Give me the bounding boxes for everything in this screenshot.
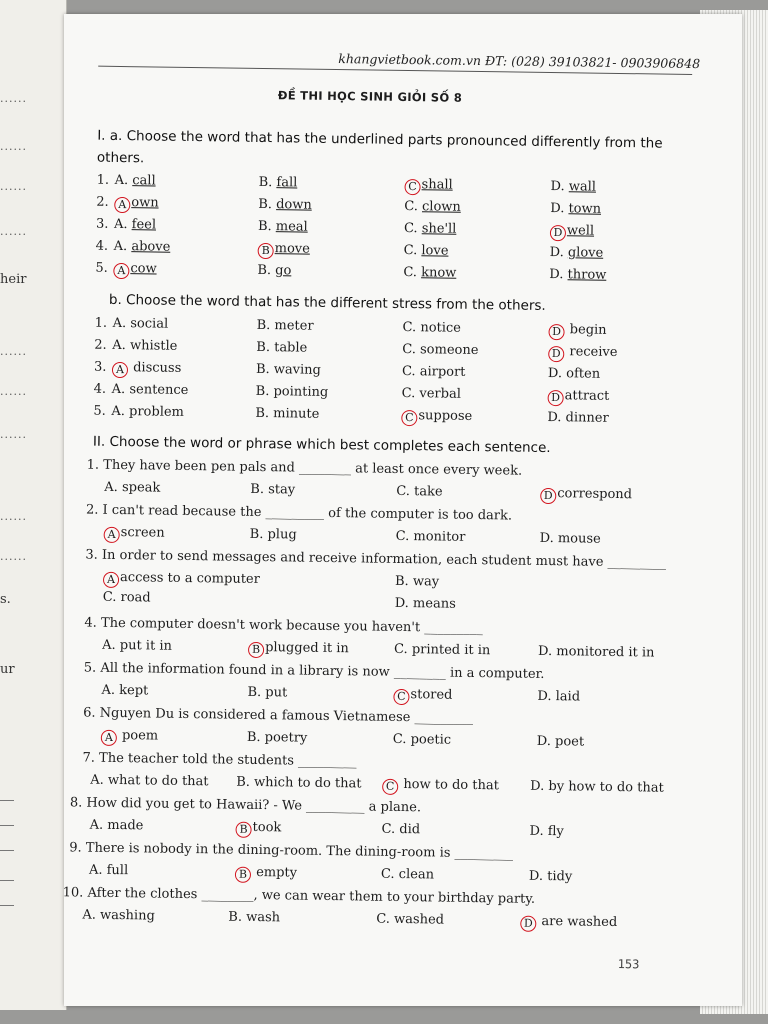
question-number: 3. [93,359,107,375]
option-a: A. feel [113,216,157,233]
page-content [57,9,749,1010]
left-page-rule [0,825,14,826]
option-c: C. notice [402,319,462,336]
option-d: D. glove [549,245,604,261]
option-d-answer: D attract [548,388,610,407]
option-c-answer: C stored [393,687,452,706]
question-text: 3. In order to send messages and receive information, each student must have _________ [85,547,667,571]
left-page-dots: ...... [0,385,27,398]
left-page-dots: ...... [0,428,27,441]
option-b-answer: B move [258,241,310,260]
question-text: 10. After the clothes ________, we can wear them to your birthday party. [62,885,536,907]
answer-circle: D [548,346,564,362]
option-c-answer: C how to do that [382,777,499,797]
option-d-answer: D well [550,223,594,242]
question-text: 6. Nguyen Du is considered a famous Vietnamese _________ [83,705,474,726]
option-b: B. meal [257,218,308,235]
answer-circle: D [540,488,556,504]
option-a-answer: A poem [101,728,159,747]
left-page-rule [0,880,14,881]
left-page-rule [0,800,14,801]
question-text: 8. How did you get to Hawaii? - We _________ a plane. [69,795,422,816]
option-c: C. know [403,264,457,281]
option-b: B. minute [255,405,320,422]
question-text: 2. I can't read because the _________ of the computer is too dark. [85,502,513,524]
answer-circle: A [114,197,130,213]
left-page-fragment: heir [0,272,27,287]
option-b: B. stay [250,481,296,498]
answer-circle: C [401,410,417,426]
option-b: B. which to do that [236,774,362,792]
left-page-dots: ...... [0,510,27,523]
option-a: A. whistle [112,337,178,354]
section1b-instruction: b. Choose the word that has the different stress from the others. [108,291,546,314]
answer-circle: C [382,779,398,795]
option-b: B. poetry [246,729,308,746]
question-number: 1. [94,315,108,331]
header-phone: ĐT: (028) 39103821- 0903906848 [484,53,701,72]
question-number: 1. [96,172,110,188]
option-c: C. love [403,242,449,259]
option-a: A. call [114,172,156,189]
answer-circle: B [248,642,264,658]
question-number: 2. [94,337,107,353]
option-d: D. wall [550,179,597,195]
question-number: 2. [96,194,109,210]
option-c: C. monitor [395,528,466,545]
answer-circle: B [258,243,274,259]
option-b: B. meter [256,317,314,334]
option-a: A. made [89,817,144,834]
option-b: B. fall [258,174,298,191]
left-page-fragment: ur [0,662,15,677]
answer-circle: D [548,324,564,340]
option-d: D. town [550,201,602,217]
answer-circle: C [393,689,409,705]
option-c-answer: C suppose [401,408,472,427]
option-a-answer: A cow [113,261,156,280]
left-page [0,0,67,1010]
left-page-rule [0,850,14,851]
option-a-answer: A access to a computer [103,570,260,590]
option-a: A. problem [111,403,185,420]
option-d: D. often [547,365,601,382]
option-d-answer: D are washed [520,914,617,933]
question-text: 7. The teacher told the students _________ [82,750,357,770]
option-c: C. clean [380,866,435,883]
question-text: 9. There is nobody in the dining-room. The dining-room is _________ [69,840,514,862]
left-page-dots: ...... [0,550,27,563]
option-b: B. pointing [255,383,329,400]
answer-circle: B [235,822,251,838]
header-site: khangvietbook.com.vn [338,51,482,69]
option-c: C. road [102,589,151,606]
question-text: 4. The computer doesn't work because you haven't _________ [84,615,483,637]
option-c: C. verbal [401,385,462,402]
option-b-answer: B empty [235,865,297,884]
option-c: C. airport [401,363,466,380]
option-c: C. printed it in [394,641,491,659]
option-a: A. what to do that [90,772,209,790]
option-a-answer: A screen [104,525,165,544]
option-b: B. down [258,196,312,213]
option-b: B. way [394,573,440,590]
answer-circle: A [113,263,129,279]
option-a: A. washing [82,907,155,924]
option-a: A. sentence [111,381,189,398]
answer-circle: A [103,572,119,588]
option-b: B. wash [228,909,281,926]
option-c: C. clown [404,198,461,215]
option-d-answer: D receive [548,344,617,363]
option-c: C. did [381,821,421,838]
answer-circle: A [104,527,120,543]
option-d-answer: D correspond [540,486,632,505]
option-c: C. she'll [403,220,457,237]
page-header [338,51,700,71]
option-a: A. full [88,862,129,879]
left-page-dots: ...... [0,92,27,105]
option-a: A. social [112,315,169,332]
option-d: D. fly [529,823,564,840]
option-a: A. above [113,238,171,255]
section1a-instruction-cont: others. [96,149,145,167]
option-d: D. poet [536,733,585,750]
option-d: D. laid [537,688,581,705]
section2-instruction: II. Choose the word or phrase which best completes each sentence. [92,433,551,457]
question-number: 5. [95,260,108,276]
option-d: D. tidy [528,868,573,885]
option-c: C. poetic [392,731,452,748]
left-page-rule [0,905,14,906]
option-d: D. means [394,595,456,612]
option-c: C. washed [376,911,445,928]
left-page-dots: ...... [0,345,27,358]
answer-circle: D [550,225,566,241]
option-b: B. table [256,339,308,356]
question-number: 5. [93,403,106,419]
left-page-fragment: s. [0,592,11,607]
option-d-answer: D begin [548,322,606,341]
question-text: 5. All the information found in a library is now ________ in a computer. [83,660,545,682]
answer-circle: A [101,730,117,746]
answer-circle: C [404,179,420,195]
answer-circle: D [520,916,536,932]
answer-circle: A [112,362,128,378]
option-b-answer: B plugged it in [248,640,349,659]
question-text: 1. They have been pen pals and ________ at least once every week. [86,457,523,479]
option-b: B. put [247,684,288,701]
question-number: 4. [95,238,109,254]
option-a-answer: A own [114,195,159,214]
worksheet-page [64,14,742,1006]
option-d: D. by how to do that [530,778,664,796]
option-c-answer: C shall [404,177,452,196]
answer-circle: D [548,390,564,406]
left-page-dots: ...... [0,180,27,193]
option-a: A. kept [101,682,149,699]
option-a-answer: A discuss [112,360,182,379]
section1a-instruction: I. a. Choose the word that has the underlined parts pronounced differently from the [97,127,663,152]
exam-title: ĐỀ THI HỌC SINH GIỎI SỐ 8 [277,88,463,105]
option-d: D. monitored it in [537,643,655,661]
option-b: B. plug [249,526,297,543]
left-page-dots: ...... [0,225,27,238]
option-c: C. someone [402,341,479,359]
option-b: B. go [257,262,292,279]
option-b: B. waving [255,361,322,378]
option-d: D. throw [549,267,607,283]
question-number: 4. [93,381,107,397]
question-number: 3. [95,216,109,232]
option-a: A. speak [104,479,161,496]
option-c: C. take [396,483,443,500]
page-number: 153 [617,957,640,972]
option-d: D. mouse [539,530,601,547]
left-page-dots: ...... [0,140,27,153]
option-d: D. dinner [547,409,609,426]
answer-circle: B [235,867,251,883]
option-a: A. put it in [102,637,173,654]
option-b-answer: B took [235,820,281,839]
